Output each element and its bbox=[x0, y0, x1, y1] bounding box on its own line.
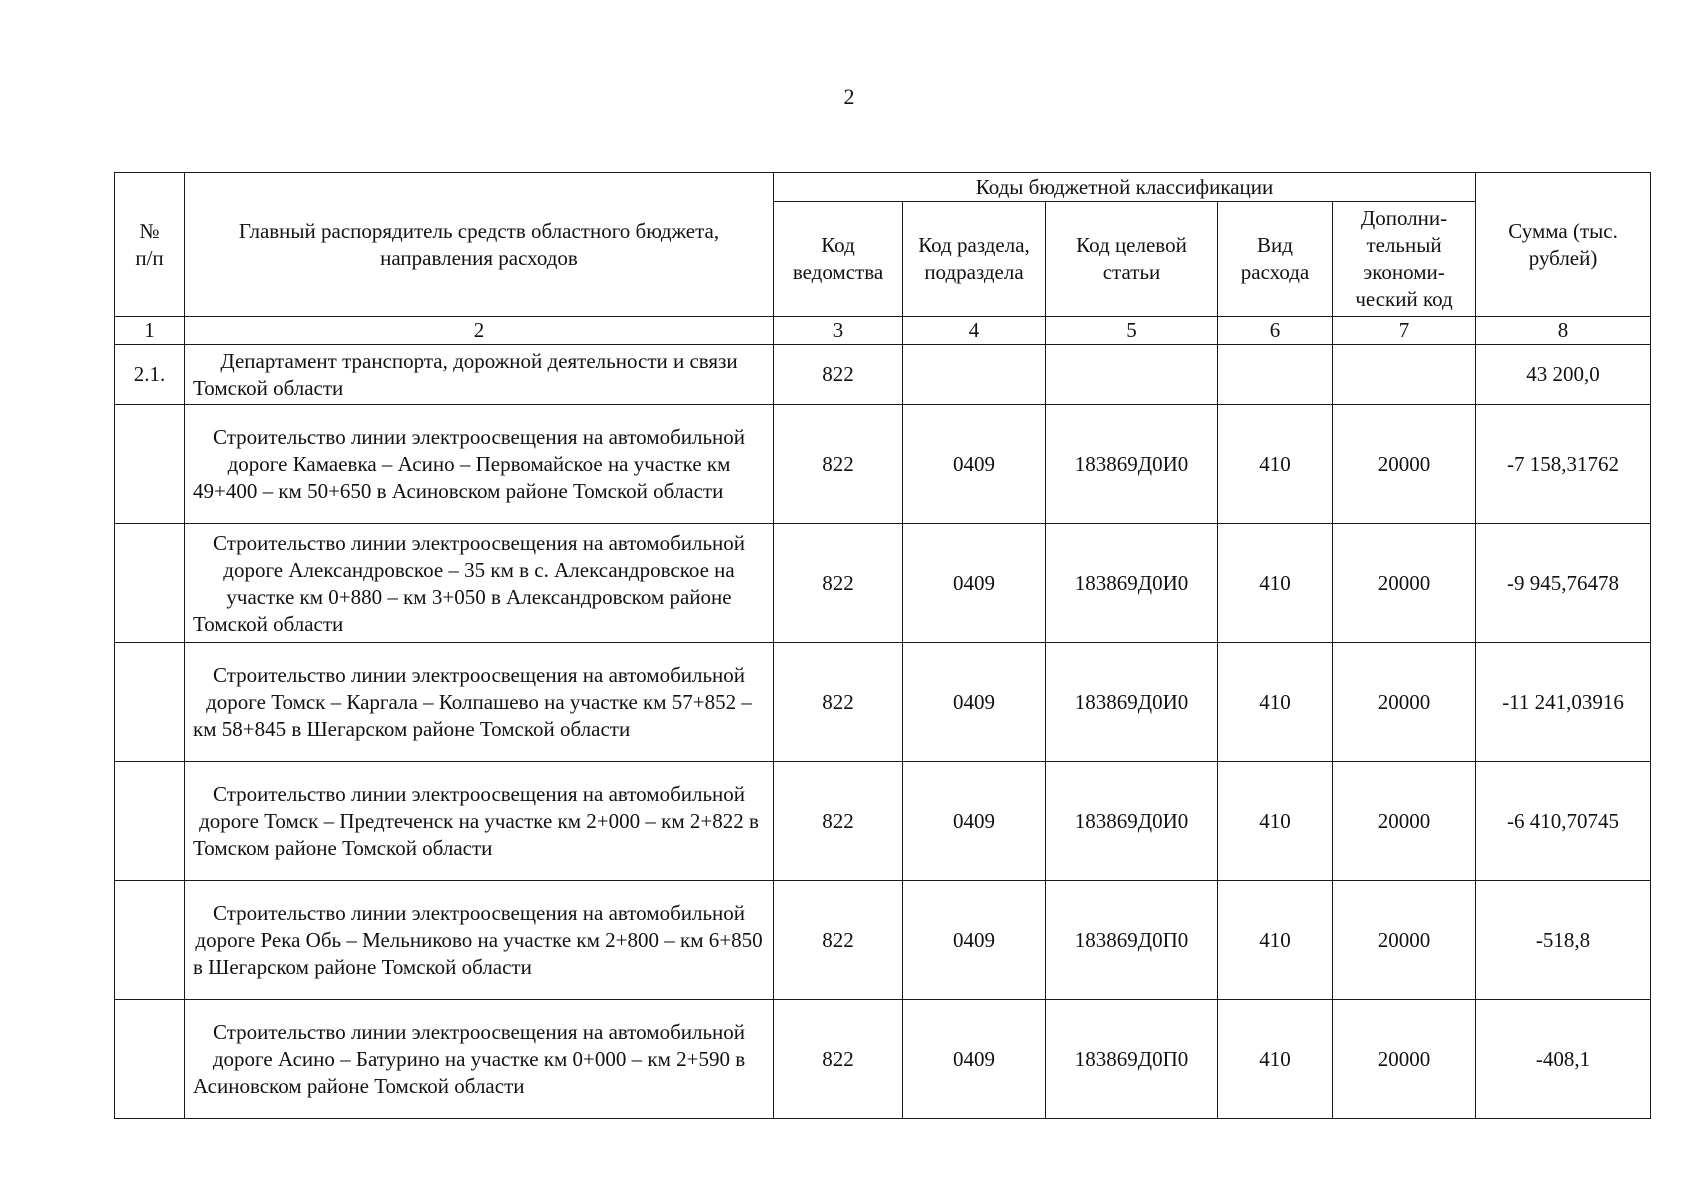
row-ved: 822 bbox=[774, 881, 903, 1000]
row-razd: 0409 bbox=[903, 405, 1046, 524]
row-vid: 410 bbox=[1218, 881, 1333, 1000]
row-vid: 410 bbox=[1218, 1000, 1333, 1119]
row-ved: 822 bbox=[774, 524, 903, 643]
row-razd: 0409 bbox=[903, 643, 1046, 762]
table-row bbox=[115, 881, 1651, 1000]
row-cel bbox=[1046, 345, 1218, 405]
row-cel: 183869Д0И0 bbox=[1046, 643, 1218, 762]
row-dop bbox=[1333, 345, 1476, 405]
column-index: 7 bbox=[1333, 317, 1476, 345]
row-cel: 183869Д0И0 bbox=[1046, 524, 1218, 643]
row-name: Строительство линии электроосвещения на автомобильной дороге Камаевка – Асино – Первомайское на участке км 49+400 – км 50+650 в Асиновском районе Томской области bbox=[185, 405, 774, 524]
table-row bbox=[115, 643, 1651, 762]
row-name: Строительство линии электроосвещения на автомобильной дороге Асино – Батурино на участке км 0+000 – км 2+590 в Асиновском районе Томской области bbox=[185, 1000, 774, 1119]
row-ved: 822 bbox=[774, 1000, 903, 1119]
row-razd: 0409 bbox=[903, 762, 1046, 881]
header-ved: Код ведомства bbox=[774, 202, 903, 317]
row-name: Строительство линии электроосвещения на автомобильной дороге Река Обь – Мельниково на участке км 2+800 – км 6+850 в Шегарском районе Томской области bbox=[185, 881, 774, 1000]
table-row bbox=[115, 524, 1651, 643]
page-number: 2 bbox=[843, 84, 855, 109]
row-sum: -6 410,70745 bbox=[1476, 762, 1651, 881]
row-sum: -7 158,31762 bbox=[1476, 405, 1651, 524]
row-vid: 410 bbox=[1218, 762, 1333, 881]
table-row bbox=[115, 762, 1651, 881]
row-dop: 20000 bbox=[1333, 524, 1476, 643]
row-cel: 183869Д0П0 bbox=[1046, 1000, 1218, 1119]
header-name: Главный распорядитель средств областного бюджета, направления расходов bbox=[185, 173, 774, 317]
row-vid bbox=[1218, 345, 1333, 405]
row-dop: 20000 bbox=[1333, 762, 1476, 881]
row-num bbox=[115, 881, 185, 1000]
row-vid: 410 bbox=[1218, 643, 1333, 762]
header-codes-group: Коды бюджетной классификации bbox=[774, 173, 1476, 202]
column-index: 3 bbox=[774, 317, 903, 345]
row-num bbox=[115, 643, 185, 762]
header-cel: Код целевой статьи bbox=[1046, 202, 1218, 317]
row-razd: 0409 bbox=[903, 524, 1046, 643]
budget-table bbox=[114, 172, 1651, 1119]
row-num bbox=[115, 524, 185, 643]
row-name: Департамент транспорта, дорожной деятельности и связи Томской области bbox=[185, 345, 774, 405]
row-name: Строительство линии электроосвещения на автомобильной дороге Томск – Предтеченск на участке км 2+000 – км 2+822 в Томском районе Томской области bbox=[185, 762, 774, 881]
header-dop: Дополни-тельный экономи-ческий код bbox=[1333, 202, 1476, 317]
row-dop: 20000 bbox=[1333, 881, 1476, 1000]
row-ved: 822 bbox=[774, 345, 903, 405]
row-ved: 822 bbox=[774, 643, 903, 762]
row-sum: -518,8 bbox=[1476, 881, 1651, 1000]
row-dop: 20000 bbox=[1333, 1000, 1476, 1119]
table-row bbox=[115, 345, 1651, 405]
row-sum: 43 200,0 bbox=[1476, 345, 1651, 405]
row-num bbox=[115, 762, 185, 881]
row-name: Строительство линии электроосвещения на автомобильной дороге Томск – Каргала – Колпашево на участке км 57+852 – км 58+845 в Шегарском районе Томской области bbox=[185, 643, 774, 762]
header-razd: Код раздела, подраздела bbox=[903, 202, 1046, 317]
header-sum: Сумма (тыс. рублей) bbox=[1476, 173, 1651, 317]
row-vid: 410 bbox=[1218, 524, 1333, 643]
row-razd: 0409 bbox=[903, 1000, 1046, 1119]
row-sum: -11 241,03916 bbox=[1476, 643, 1651, 762]
table-row bbox=[115, 1000, 1651, 1119]
row-cel: 183869Д0П0 bbox=[1046, 881, 1218, 1000]
table-row bbox=[115, 405, 1651, 524]
column-index: 6 bbox=[1218, 317, 1333, 345]
row-num bbox=[115, 405, 185, 524]
row-cel: 183869Д0И0 bbox=[1046, 405, 1218, 524]
row-cel: 183869Д0И0 bbox=[1046, 762, 1218, 881]
header-num: № п/п bbox=[115, 173, 185, 317]
row-sum: -408,1 bbox=[1476, 1000, 1651, 1119]
column-index: 5 bbox=[1046, 317, 1218, 345]
row-vid: 410 bbox=[1218, 405, 1333, 524]
row-ved: 822 bbox=[774, 405, 903, 524]
column-index-row bbox=[115, 317, 1651, 345]
row-razd: 0409 bbox=[903, 881, 1046, 1000]
row-num bbox=[115, 1000, 185, 1119]
row-dop: 20000 bbox=[1333, 643, 1476, 762]
column-index: 8 bbox=[1476, 317, 1651, 345]
header-vid: Вид расхода bbox=[1218, 202, 1333, 317]
column-index: 2 bbox=[185, 317, 774, 345]
row-ved: 822 bbox=[774, 762, 903, 881]
row-name: Строительство линии электроосвещения на автомобильной дороге Александровское – 35 км в с. Александровское на участке км 0+880 – км 3+050 в Александровском районе Томской области bbox=[185, 524, 774, 643]
row-dop: 20000 bbox=[1333, 405, 1476, 524]
column-index: 4 bbox=[903, 317, 1046, 345]
column-index: 1 bbox=[115, 317, 185, 345]
row-sum: -9 945,76478 bbox=[1476, 524, 1651, 643]
row-num: 2.1. bbox=[115, 345, 185, 405]
row-razd bbox=[903, 345, 1046, 405]
